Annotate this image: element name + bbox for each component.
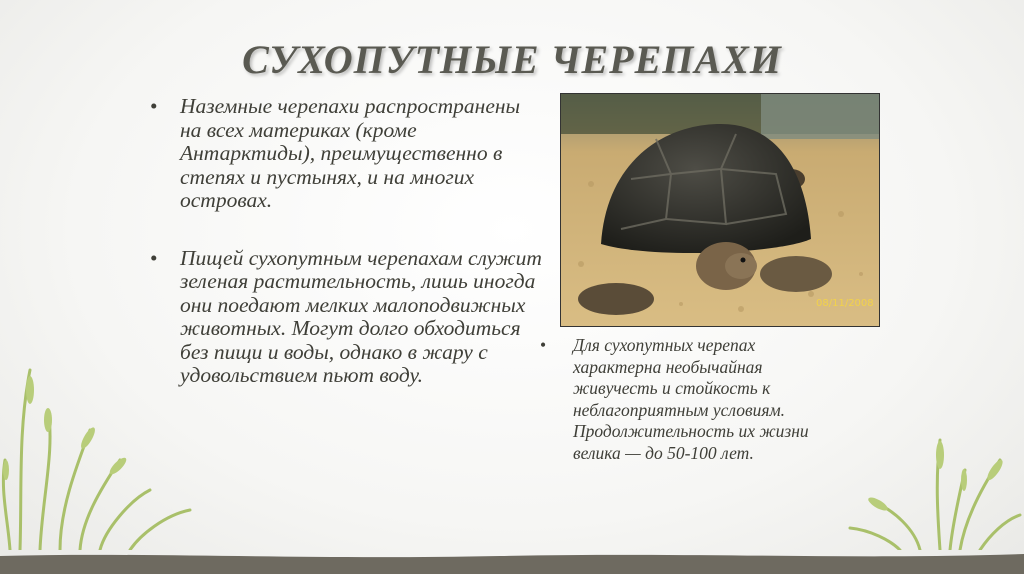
bullet-icon: •: [540, 335, 547, 355]
tortoise-image: [561, 94, 879, 326]
ground-strip: [0, 544, 1024, 574]
bullet-text: Для сухопутных черепах характерна необычайная живучесть и стойкость к неблагоприятным условиям. Продолжительность их жизни велика — до 50-100 лет.: [573, 335, 809, 463]
grass-decoration-right: [840, 420, 1024, 550]
bullet-icon: •: [150, 94, 158, 118]
bullet-item-habitat: [150, 95, 545, 213]
bullet-text: Пищей сухопутным черепахам служит зеленая растительность, лишь иногда они поедают мелких малоподвижных животных. Могут долго обходиться без пищи и воды, однако в жару с удовольствием пьют воду.: [180, 245, 542, 387]
right-bullet-list: [540, 335, 840, 464]
bullet-icon: •: [150, 245, 158, 270]
bullet-item-longevity: [540, 335, 840, 464]
bullet-text: Наземные черепахи распространены на всех материках (кроме Антарктиды), преимущественно в степях и пустынях, и на многих островах.: [180, 94, 521, 212]
grass-decoration-left: [0, 350, 200, 550]
tortoise-photo: [560, 93, 880, 327]
bullet-item-diet: [150, 247, 545, 388]
photo-timestamp: 08/11/2008: [816, 298, 874, 309]
left-bullet-list: [150, 95, 545, 388]
slide-title: СУХОПУТНЫЕ ЧЕРЕПАХИ: [242, 37, 782, 82]
